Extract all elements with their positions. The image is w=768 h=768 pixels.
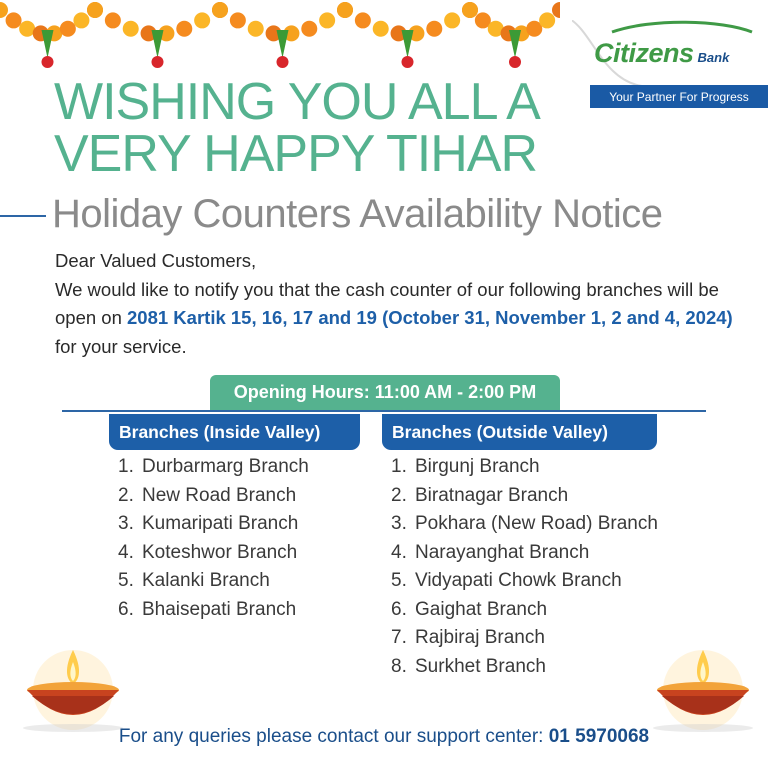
opening-hours-badge: Opening Hours: 11:00 AM - 2:00 PM (210, 375, 560, 410)
marigold-flower (87, 2, 103, 18)
tagline-band: Your Partner For Progress (590, 85, 768, 108)
list-item: 4. Koteshwor Branch (118, 541, 298, 563)
notice-paragraph (55, 276, 745, 362)
marigold-flower (248, 21, 264, 37)
marigold-flower (6, 12, 22, 28)
marigold-flower (176, 21, 192, 37)
flower-tassel (509, 56, 521, 68)
outside-valley-heading: Branches (Outside Valley) (382, 414, 657, 450)
notice-outro: for your service. (55, 335, 187, 357)
leaf-icon (277, 30, 289, 58)
hours-divider (62, 410, 706, 412)
flower-tassel (402, 56, 414, 68)
marigold-flower (212, 2, 228, 18)
list-item: 1. Durbarmarg Branch (118, 456, 309, 477)
notice-dates: 2081 Kartik 15, 16, 17 and 19 (October 31, November 1, 2 and 4, 2024) (127, 307, 733, 328)
outside-valley-list (391, 456, 658, 684)
logo-brand-name: Citizens (594, 38, 694, 68)
inside-valley-list (118, 456, 309, 627)
list-item: 6. Gaighat Branch (391, 598, 548, 620)
list-item: 2. New Road Branch (118, 484, 297, 506)
marigold-flower (105, 12, 121, 28)
marigold-flower (337, 2, 353, 18)
list-item: 2. Biratnagar Branch (391, 484, 569, 506)
list-item: 4. Narayanghat Branch (391, 541, 590, 563)
marigold-flower (319, 12, 335, 28)
list-item: 8. Surkhet Branch (391, 655, 546, 677)
flower-tassel (42, 56, 54, 68)
list-item: 5. Vidyapati Chowk Branch (391, 570, 622, 591)
marigold-flower (301, 21, 317, 37)
marigold-flower (355, 12, 371, 28)
list-item: 5. Kalanki Branch (118, 570, 270, 591)
greeting-headline (54, 73, 540, 183)
inside-valley-heading: Branches (Inside Valley) (109, 414, 360, 450)
list-item: 3. Kumaripati Branch (118, 513, 299, 534)
list-item: 3. Pokhara (New Road) Branch (391, 513, 658, 534)
diya-lamp-icon (638, 640, 768, 735)
leaf-icon (402, 30, 414, 58)
list-item: 7. Rajbiraj Branch (391, 627, 545, 648)
flower-tassel (152, 56, 164, 68)
support-phone[interactable]: 01 5970068 (548, 726, 650, 747)
leaf-icon (509, 30, 521, 58)
marigold-garland (0, 0, 560, 80)
notice-title: Holiday Counters Availability Notice (52, 192, 663, 236)
marigold-flower (462, 2, 478, 18)
list-item: 6. Bhaisepati Branch (118, 598, 297, 620)
headline-line-2: VERY HAPPY TIHAR (54, 125, 538, 183)
marigold-flower (60, 21, 76, 37)
support-footer (0, 726, 768, 748)
diya-lamp-icon (8, 640, 138, 735)
greeting-line: Dear Valued Customers, (55, 250, 257, 271)
leaf-icon (152, 30, 164, 58)
marigold-flower (373, 21, 389, 37)
marigold-flower (19, 21, 35, 37)
marigold-flower (230, 12, 246, 28)
list-item: 1. Birgunj Branch (391, 456, 540, 477)
marigold-flower (194, 12, 210, 28)
marigold-flower (123, 21, 139, 37)
notice-intro: We would like to notify you that the cash counter of our following branches will be open on (55, 278, 719, 328)
marigold-flower (444, 12, 460, 28)
headline-line-1: WISHING YOU ALL A (54, 73, 540, 131)
leaf-icon (42, 30, 54, 58)
footer-text: For any queries please contact our support center: (118, 726, 549, 747)
marigold-flower (426, 21, 442, 37)
marigold-flower (73, 12, 89, 28)
flower-tassel (277, 56, 289, 68)
notice-body (55, 247, 745, 361)
marigold-flower (539, 12, 555, 28)
marigold-flower (0, 2, 8, 18)
logo-brand-suffix: Bank (697, 50, 730, 65)
notice-divider (0, 215, 46, 217)
